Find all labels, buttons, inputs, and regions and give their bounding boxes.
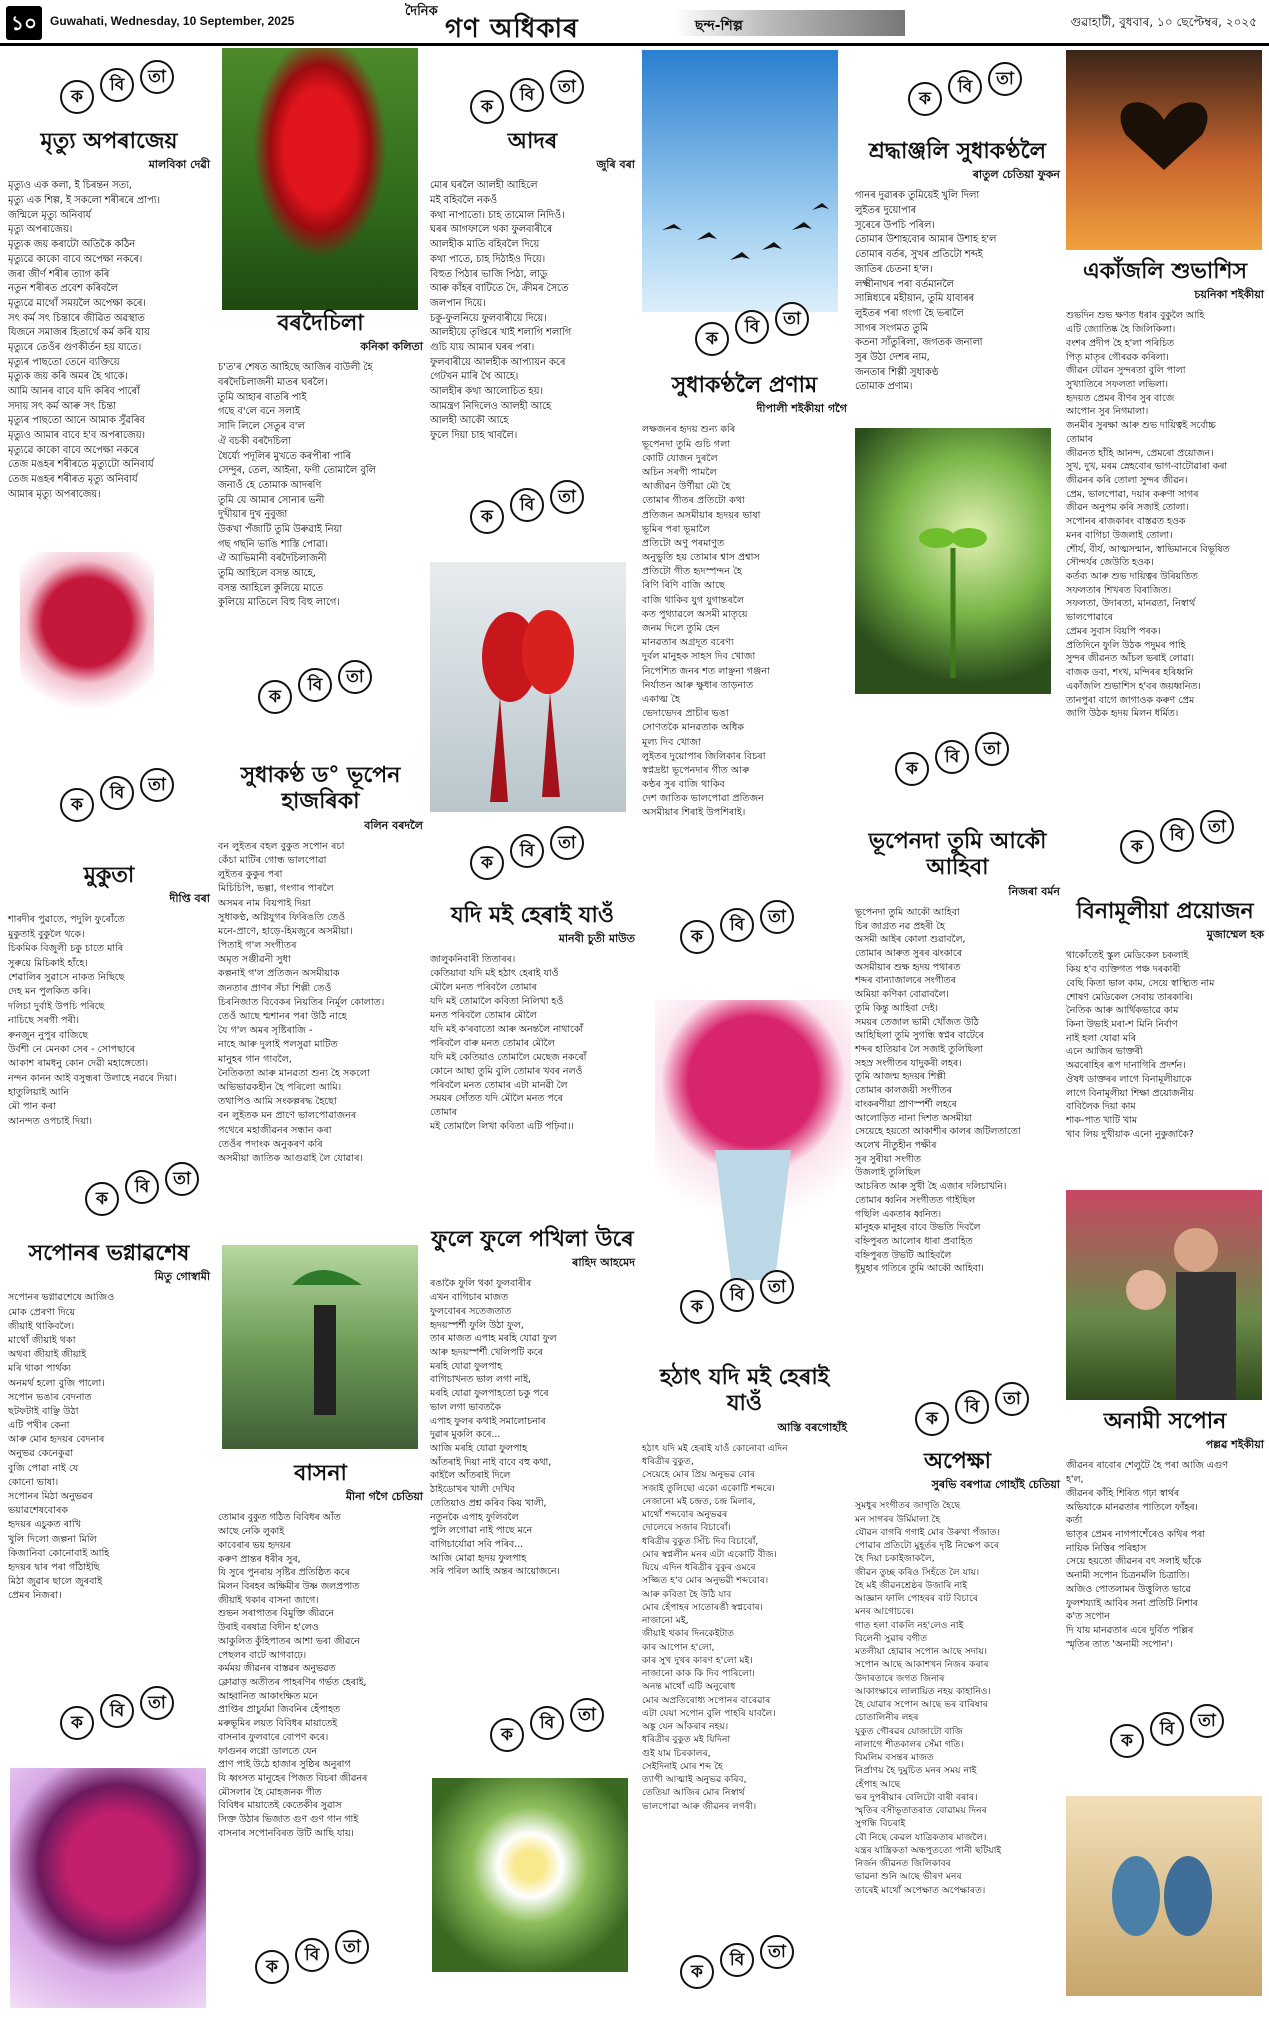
- couple-heart-balloon-photo: [1066, 50, 1262, 250]
- poem-author: সুৰভি বৰপাত্ৰ গোহাঁই চেতিয়া: [931, 1478, 1060, 1492]
- poem-title: অপেক্ষা: [923, 1448, 992, 1474]
- poem: [1066, 258, 1264, 721]
- poem-author: চয়নিকা শইকীয়া: [1194, 288, 1264, 302]
- poem-body: জালুকনিবাৰী তিতাৰৰ। কেতিয়াবা যদি মই হঠাৎ হেৰাই যাওঁ মৌলৈ মনত পৰিবলৈ তোমাৰ যদি মই তোমালৈ কবিতা নিলিখা হওঁ মনত পৰিবলৈ তোমাৰ মৌলৈ যদি মই ক'ৰবাতো আৰু অনন্তলৈ নাথাকোঁ পৰিবলৈ বাৰু মনত তোমাৰ মৌলৈ যদি মই কেতিয়াও তোমালৈ মেছেজ নকৰোঁ কোনে আছা তুমি বুলি তোমাৰ খবৰ নলওঁ পৰিবলৈ মনত তোমাৰ এটা মানৱী লৈ সময়ৰ সোঁতত যদি মৌলৈ মনত পৰে তোমাৰ মই তোমালৈ লিখা কবিতা এটি পঢ়িবা।।: [430, 954, 587, 1133]
- poem: [8, 1240, 210, 1604]
- poem: [855, 138, 1060, 395]
- poem-title: হঠাৎ যদি মই হেৰাই যাওঁ: [659, 1364, 830, 1417]
- masthead-small: দৈনিক: [405, 4, 438, 19]
- birds-silhouette-icon: [642, 50, 838, 312]
- poem-author: দীপ্তি বৰা: [169, 892, 210, 906]
- poem-author: মুজাম্মেল হক: [1206, 928, 1264, 942]
- poem: [218, 762, 423, 1166]
- badge-letter: বি: [530, 1706, 564, 1740]
- badge-letter: ক: [60, 80, 94, 114]
- kobita-badge: [85, 1162, 205, 1218]
- badge-letter: ক: [695, 322, 729, 356]
- lovebirds-icon: [430, 562, 626, 812]
- badge-letter: ক: [60, 788, 94, 822]
- badge-letter: ক: [470, 846, 504, 880]
- kobita-badge: [1110, 1704, 1230, 1760]
- poem-title: বাসনা: [294, 1460, 347, 1486]
- poem-title: মৃত্যু অপৰাজেয়: [40, 128, 178, 154]
- kobita-badge: [60, 1686, 180, 1742]
- poem-body: লক্ষজনৰ হৃদয় শুন্য কৰি ভূপেনদা তুমি গুচি গলা কোটি যোজন দুৰলৈ অচিন সৰগী পামলৈ আজীৱন উৰ্ণীয়া মৌ হৈ তোমাৰ গীতৰ প্ৰতিটো কথা প্ৰতিজন অসমীয়াৰ হৃদয়ৰ ভাষা ভূমিৰ পৰা ভূমালৈ প্ৰতিটো অণু পৰমাণুত অনুভুতি হয় তোমাৰ শ্বাস প্ৰশ্বাস প্ৰতিটো গীত হৃদস্পন্দন হৈ ৰিণি ৰিণি বাজি আছে বাজি থাকিব যুগ যুগান্তৰলৈ কত পুথ্যাৱলে অসমী মাতৃয়ে জনম দিলে তুমি হেন মানৱতাৰ অগ্ৰদূত বৰেণ্য দুৰ্বল মানুহক সাহস দিব খোজা নিপেশিত জনৰ শত লাঞ্ছনা গঞ্জনা নিৰ্যাতন আৰু ক্ষুধাৰ তাড়নাত একাত্ম হৈ ভেদাভেদৰ প্ৰাচীৰ ভঙা সোণতকৈ মানৱতাক অধিক মূল্য দিব খোজা লুইতৰ দুয়োপাৰ জিলিকাৰ বিচৰা স্বপ্নদ্ৰষ্টা ভূপেনদাৰ গীত আৰু কণ্ঠৰ সুৰ বাজি থাকিব দেশ জাতিক ভালপোৱা প্ৰতিজন অসমীয়াৰ শিৰাই উপশিৰাই।: [642, 424, 770, 819]
- page-number: ১০: [6, 6, 42, 40]
- poem-body: বন লুইতৰ বহল বুকুত সপোন ৰচা কেঁচা মাটিৰ গোন্ধ ভালপোৱা লুইতৰ কুকুৰ পৰা মিচিচিপি, ভল্গা, গংগাৰ পাৰলৈ অসমৰ নাম বিয়পাই দিয়া সুধাকণ্ঠ, অগ্নিযুগৰ ফিৰিঙতি তেওঁ মনে-প্ৰাণে, হাড়ে-হিমজুৰে অসমীয়া। পিতাই গ'ল সংগীতৰ অমৃত সঞ্জীৱনী সুধা কল্পনাই গ'ল প্ৰতিজন অসমীয়াক জনতাৰ প্ৰাণৰ সঁচা শিল্পী তেওঁ চিৰনিজাত বিবেকৰ নিয়তিৰ নিৰ্মূল কোলাত। তেওঁ আছে শ্মশানৰ পৰা উঠি নাহে যৈ গ'ল অমৰ সৃষ্টিৰাজি - নাহে আৰু দুলাই পলসুৱা মাটিত মানুহৰ গান গাবলৈ, নৈতিকতা আৰু মানৱতা শুন্য হৈ সকলো অভিভাৱকহীন হৈ পৰিলো আমি। তথাপিও আমি সংকল্পৰদ্ধ হৈছো বন লুইতক মন প্ৰাণে ভালপোৱাজনৰ পথেৰে মহাজীৱনৰ সন্ধান কৰা তেওঁৰ পদাংক অনুকৰণ কৰি অসমীয়া জাতিক আগুৱাই লৈ যোৱাৰ।: [218, 840, 385, 1164]
- poem-author: কনিকা কলিতা: [360, 340, 423, 354]
- page-header: [0, 0, 1269, 46]
- poem-author: বলিন বৰদলৈ: [364, 818, 423, 832]
- poem-title: বৰদৈচিলা: [277, 310, 364, 336]
- poem-author: আস্তি বৰগোহাঁই: [777, 1420, 847, 1434]
- badge-letter: বি: [1150, 1712, 1184, 1746]
- section-title: ছন্দ-শিল্প: [675, 10, 905, 36]
- poem-body: তোমাৰ বুকুত গঠিত বিবিধৰ আঁত আছে নেকি লুকাই কাবেৰাৰ ভয় হৃদয়ৰ কৰুণ প্ৰান্তৰ ধৰীৰ সুৰ, যি সুৰে পুনৰায় সৃষ্টিৰ প্ৰতিষ্ঠিত কৰে মিলন বিৰহৰ অক্ষিমীৰ উষ্ণ জলপ্ৰপাত জীয়াই থকাৰ বাসনা জাগে। শুভন সৰাপাতৰ বিমুক্তি জীৱনে উৰাই বৰষাত্ৰ বিদীন হ'লেও আকুলিত কুঁহিপাতৰ আশা ভৰা জীৱনে পেছলৰ বাটে আগবাঢ়ে। কৰ্মময় জীৱনৰ বাস্তৱৰ অনুভৱত ক্লোৱাড় অতীতৰ পাহৰণিৰ গৰ্ভত হেৰাই, আহ্বানিত আকাংক্ষিত মনে প্ৰাপ্তিৰ প্ৰাচুৰ্যমা জিবনিৰ হেঁপাহত মৰুভূমিৰ লয়ত বিবিধৰ মায়াতেই বাসনাৰ ফুলবাৰে বোপণ কৰে। ফাগুনৰ লগ্নো ডালতে যেন প্ৰাণ পাই উঠে হাজাৰ সুষ্ঠিৰ অনুৰাগ যি ধ্বংসত মানুহেৰ পিজত বিচৰা জীৱনৰ মৌসলাৰ হৈ মোহজনক গীত বিবিধৰ মায়াতেই কেতেকীৰ সুৱাস সিক্ত উঠাৰ ভিজাত গুণ গুণ গান গাই বাসনাৰ সপোনবিৰত উটি আছি যায়।: [218, 1512, 368, 1839]
- woman-umbrella-photo: [222, 1245, 418, 1449]
- badge-letter: তা: [165, 1162, 199, 1196]
- poem-title: সুধাকণ্ঠলৈ প্ৰণাম: [671, 372, 818, 398]
- poem: [1066, 1408, 1264, 1651]
- badge-letter: তা: [760, 1935, 794, 1969]
- kobita-badge: [908, 62, 1028, 118]
- badge-letter: তা: [550, 480, 584, 514]
- poem-title: ফুলে ফুলে পখিলা উৰে: [431, 1226, 634, 1252]
- poem-title: একাঁজলি শুভাশিস: [1082, 258, 1248, 284]
- poem: [218, 1460, 423, 1841]
- kobita-badge: [895, 732, 1015, 788]
- badge-letter: বি: [1160, 818, 1194, 852]
- poem-author: মীনা গগৈ চেতিয়া: [345, 1490, 423, 1504]
- badge-letter: বি: [298, 668, 332, 702]
- badge-letter: ক: [680, 920, 714, 954]
- poem-title: মুকুতা: [83, 862, 135, 888]
- poem: [8, 862, 210, 1129]
- badge-letter: ক: [490, 1718, 524, 1752]
- heart-icon: [1066, 50, 1262, 250]
- poem-body: হঠাৎ যদি মই হেৰাই যাওঁ কোনোবা এদিন ধৰিত্ৰীৰ বুকুত, সেয়েহে মোৰ প্ৰিয় অনুভৱ বোৰ সজাই তুলিছো একো একোটি শব্দৰে। নেজানো মই চন্দ্ৰত, চন্দ্ৰ মিলাৰ, মাথোঁ শব্দবোৰ অনুভৱৰ দোলেৰে সজাৰ বিচাৰোঁ। ধৰিত্ৰীৰ বুকুত সিঁচি দিব বিচাৰোঁ, মোৰ স্বপ্নলীন মনৰ এটা একোটি বীজ। যিয়ে এদিন ধৰিত্ৰীৰ বুকুৰ ওমৰে সজ্জিত হ'ব মোৰ অনুভৱী শব্দবোৰ। আৰু কবিতা হৈ উঠি যাব মোৰ হেঁপাহৰ সাতোৰঙী স্বপ্নবোৰ। নাজানো মই, জীয়াই থকাৰ দিনকেইটাত কাৰ আপোন হ'লো, কাৰ সুখ দুখৰ কাৰণ হ'লো মই। নাজানো কাক কি দিব পাৰিলো। অনন্ত মাথোঁ এটি অনুৰোধ মোৰ অপ্ৰতিৰোধ্য সপোনৰ বাৰেৱাৰ এটা যেয়া সপোন বুলি পাহৰি যাবলৈ। অঙ্কু যেন আঁকৰাৰ নহয়। ধৰিত্ৰীৰ বুকুত মই যিদিনা গুই যাম চিৰকালৰ, সেইদিনাই মোৰ শব্দ হৈ ত্যাগী আত্মাই অনুভৱ কৰিব, তেতিয়া আজিৰ মোৰ নিস্বাৰ্থ ভালপোৱা আৰু জীৱনৰ লগৰী।: [642, 1442, 788, 1812]
- badge-letter: ক: [255, 1950, 289, 1984]
- red-rose-photo: [222, 48, 418, 310]
- poem-author: মানবী চুতী মাউত: [558, 932, 635, 946]
- masthead-name: গণ অধিকাৰ: [445, 14, 579, 44]
- flower-vase-photo: [20, 552, 154, 752]
- poem: [642, 372, 847, 821]
- kobita-badge: [255, 1930, 375, 1986]
- red-birds-painting: [430, 562, 626, 812]
- badge-letter: ক: [470, 500, 504, 534]
- poem-body: শাৰদীৰ পুৱাতে, পদুলি ফুৰোঁতে মুকুতাই বুকুলৈ থকে। চিকমিক বিজুলী চকু চাতে মাৰি সুৰুয়ে মিচিকাই হাঁহে। শেৱালিৰ সুৱাসে নাকত নিছিছে দেহ মন পুলকিত কৰি। দলিচা দুৰ্বাই উপচি পৰিছে নাচিছে সৰগী পৰী। ৰুনজুন নুপুৰ বাজিছে উৰ্বশী নে মেনকা সেৰ - সোপছাৰে আকাশ ৰামধনু কোন দেৱী মহাঙ্গেতো। নন্দন কানন আই বসুন্ধৰা উলাহে নৱৰে দিয়া। হাতুলিয়াই আনি মৌ পান কৰা আনন্দত ওপচাই দিয়া।: [8, 914, 177, 1127]
- poem: [855, 1448, 1060, 1897]
- badge-letter: তা: [140, 1686, 174, 1720]
- pink-flowers-vase-photo: [655, 1000, 851, 1290]
- badge-letter: ক: [895, 752, 929, 786]
- poem: [430, 128, 635, 444]
- badge-letter: বি: [720, 1943, 754, 1977]
- badge-letter: ক: [908, 82, 942, 116]
- masthead: [405, 2, 675, 42]
- poem-author: দীপালী শইকীয়া গগৈ: [756, 402, 847, 416]
- badge-letter: তা: [335, 1930, 369, 1964]
- pink-roses-photo: [10, 1768, 206, 2008]
- poem: [430, 1226, 635, 1579]
- kobita-badge: [470, 480, 590, 536]
- badge-letter: ক: [680, 1955, 714, 1989]
- badge-letter: ক: [258, 680, 292, 714]
- badge-letter: তা: [550, 70, 584, 104]
- badge-letter: তা: [760, 900, 794, 934]
- badge-letter: তা: [1200, 810, 1234, 844]
- poem-body: সুমধুৰ সংগীতৰ জাগৃতি হৈছে মন সাগৰৰ উৰ্মিমালা হৈ যৌৱন বাগৰি গগাই মোৰ উৰুখা পঁজাত। পোৱাৰ প্ৰতিটো মুহূৰ্তৰ দৃষ্টি নিক্ষেপ কৰে হৈ দিয়া চকাইজাকলৈ, জীৱন তুচ্ছ কৰিও সিহঁতে লৈ যায়। হৈ মই জীৱনশ্ৰেষ্ঠৰ উজাৰি নাই আজ্ঞান ফালি পোহৰৰ বাট বিচাৰে মনৰ আগোচৰে। গাত হলা বাকলি নহ'লেও নাই বিলেনী সুৱাৰ বগীত মতলীয়া হোৱাৰ সপোন আছে সদায়। সপোন আছে আকাশখন নিজৰ কৰাৰ উদাৰতাৰে জগত জিনাৰ আকাংক্ষাৰে লালায়িত নহয় কাহানিও। হৈ যোৱাৰ সপোন আছে ভৰ বাৰিষাৰ চোতালিনীৰ লহৰ যুকুত গৌৰৱৰ যোজাটো বাজি নালাগে শীতকালৰ সেঁমা গতি। বিমলিম বসন্তৰ মাজত নিৰ্প্ৰাণয় হৈ দুমুচিত মনৰ সময় নাই হেঁপাহ আছে ভৰ দুপৰীয়াৰ বেলিটো বাৰী বৰাৰ। স্মৃতিৰ বসীভূতাতৰাত বোৱাময় দিনৰ সুগন্ধি বিচৰাই বৌ নিছে কেৱল যাত্ৰিকতাৰ মাজলৈ। যন্ত্ৰৰ যান্ত্ৰিকতা অন্ধপুততো পানী ছটিয়াই নিৰ্জন জীৱনত জিলিকাবৰ ভাৱনা শুনি আছে ভীৰণ মনৰ তাৰেই মাথোঁ অপেক্ষাত অপেক্ষাৰত।: [855, 1500, 1002, 1896]
- couple-photo: [1066, 1190, 1262, 1400]
- poem-body: মোৰ ঘৰলৈ আলহী আহিলে মই বহিবলৈ নকওঁ কথা নাপাতো। চাহ তামোল নিদিওঁ। ঘৰৰ আগফালে থকা ফুলবাৰীৰে আলহীক মাতি বহিবলৈ দিয়ে কথা পাতে, চাহ দিঠাইও দিয়ে। বিহুত পিঠাৰ ভাজি পিঠা, লাডু আৰু কাঁহৰ বাটিতে দৈ, ক্ৰীমৰ সৈতে জলপান দিয়ে। চকু-ফুলনিয়ে ফুলবাৰীয়ে দিয়ে। আলহীয়ে তৃপ্তিৰে খাই শলাগি শলাগি গুচি যায় আমাৰ ঘৰৰ পৰা। ফুলবাৰীয়ে আলহীক আপ্যায়ন কৰে গেটখন মাৰি থৈ আহে। আলহীৰ কথা আলোচিত হয়। আমন্ত্ৰণ নিদিলেও আলহী আহে আলহী আকৌ আহে ফুলে দিয়া চাহ খাবলৈ।: [430, 180, 572, 442]
- badge-letter: ক: [680, 1290, 714, 1324]
- couple-silhouette-icon: [1066, 1190, 1262, 1400]
- badge-letter: বি: [948, 70, 982, 104]
- badge-letter: তা: [570, 1698, 604, 1732]
- badge-letter: ক: [85, 1182, 119, 1216]
- poem-body: ভূপেনদা তুমি আকৌ আহিবা চিৰ জাগ্ৰত নৱ প্ৰহৰী হৈ অসমী আইৰ কোলা শুৱাবলৈ, তোমাৰ আৰুত সুৰৰ ঝংকাৰে অসমীয়াৰ শুক্ষ হৃদয় পথাৰত শব্দৰ বান্যাজালৰে সংগীতৰ অমিয়া কণিকা বোৱাবলৈ। তুমি কিন্তু আহিবা দেই। সময়ৰ তেজাল ভামী খোঁজত উঠি আহিছিলা তুমি সুগন্ধি স্বপ্নৰ বাটেৰে শব্দৰ হাতিয়াৰ লৈ সজাই তুলিছিলা সহস্ৰ সংগীতৰ যাদুকৰী লহৰ। তুমি আজন্ম হৃদয়ৰ শিল্পী তোমাৰ কালজয়ী সংগীতৰ বাংকৰণীয়া প্ৰাণস্পৰ্শী লহৰে আলোড়িত নানা দিশত অসমীয়া সেয়েহে হয়তো আকাশীৰ কালৰ জটিলতাতো অলেখ নীতুহীন পক্ষীৰ সুৰ সুৰীয়া সংগীত উজলাই তুলিছিল আচৰিত আৰু সুখী হৈ এজাৰ দলিচাখনি। তোমাৰ ধ্বনিৰ সংগীতত গাইছিল গছিলি একতাৰ ধ্বনিত। মানুহক মানুহৰ বাবে উভতি দিবলৈ বহ্নিপুৰত আলোৰ ধাৰা প্ৰবাহিত বহ্নিপুৰত উভটি আহিবলৈ ধূমুহাৰ গতিৰে তুমি আকৌ আহিবা।: [855, 906, 1021, 1275]
- poem-author: ৰাতুল চেতিয়া ফুকন: [972, 168, 1060, 182]
- badge-letter: তা: [988, 62, 1022, 96]
- poem-body: সপোনৰ ভগ্নাৱশেষে আজিও মোক প্ৰেৰণা দিয়ে জীয়াই থাকিবলৈ। মাথোঁ জীয়াই থকা অথবা জীয়াই জীয়াই মৰি থাকা পাৰ্থক্য অনমৰ্থ হলো বুজি পালো। সপোন ভঙাৰ বেদনাত ছটফটাই বাঞ্ছি উঠা এটি পখীৰ কেনা আৰু মোৰ হৃদয়ৰ বেদনাৰ অনুভৱ কেনেকুৱা বুজি পোৱা নাই যে কোনো ভাষা। সপোনৰ মিঠা অনুভৱৰ ভয়াৱশেষবোৰক হৃদয়ৰ এচুকত ৰাখি খুলি দিলো জল্পনা মিলি কিজানিবা কোনোবাই আহি হৃদয়ৰ দ্বাৰ পৰা গাঁঠাইছি মিঠা জুৱাৰ ছালে জুৰবাই প্ৰেমৰ নিজৰা।: [8, 1292, 115, 1602]
- poem: [430, 902, 635, 1134]
- poem-body: জীৱনৰ ৰাবোৰ শেলুটৈ হৈ পৰা আজি এগুণ হ'ল, জীৱনৰ কাঁহি শিৰিত গঢ়া স্বাৰ্থৰ অভিযাকে মানৱতাৰ পাতিলে ফাঁহৰ। কৰ্তা ভাতৃৰ প্ৰেমৰ নাগপাশেঁৰেও কথিৰ পৰা নায়িক নিত্তিৰ পৰিহাস সেয়ে হয়তো জীৱনৰ বৎ সলাই ছাঁকে অনামী সপোন চিত্ৰনৰ্মলি চিত্ৰাতি। অজিও পোতলামৰ উত্তুলিত ভাৱে ফুলশয্যাই আবিৰ সনা প্ৰতিটি নিশাৰ ক'ত সপোন দি যায় মানৱতাৰ এৰে দুৰ্বিত পল্লিৰ স্মৃতিৰ তাত 'অনামী সপোন'।: [1066, 1460, 1228, 1650]
- kobita-badge: [695, 302, 815, 358]
- badge-letter: তা: [975, 732, 1009, 766]
- badge-letter: ক: [915, 1402, 949, 1436]
- badge-letter: তা: [1190, 1704, 1224, 1738]
- badge-letter: বি: [510, 488, 544, 522]
- badge-letter: বি: [720, 1278, 754, 1312]
- kobita-badge: [490, 1698, 610, 1754]
- poem-author: মিতু গোস্বামী: [154, 1270, 210, 1284]
- birds-sky-photo: [642, 50, 838, 312]
- poem: [1066, 898, 1264, 1141]
- kobita-badge: [258, 660, 378, 716]
- badge-letter: তা: [995, 1382, 1029, 1416]
- poem-body: ৰঙাকৈ ফুলি থকা ফুলবাৰীৰ এখন বাগিচাৰ মাজত ফুলবোৰৰ সতেজতাত হৃদয়স্পৰ্শী ফুলি উঠা ফুল, তাৰ মাজত এপাহ মৰহি যোৱা ফুল আৰু হৃদয়স্পৰ্শী খেলিপটি কৰে মৰহি যোৱা ফুলপাহ বাগিচাখনত ভাল লগা নাই, মৰহি যোৱা ফুলপাহতো চকু পৰে ভাল লগা ভাবতকৈ এপাহ ফুলৰ কথাই সমালোচনাৰ দুৱাৰ মুকলি কৰে... আজি মৰহি যোৱা ফুলপাহ আঁতৰাই দিয়া নাই বাবে বহু কথা, কাইলৈ আঁতৰাই দিলে ঠাইডোখৰ খালী দেখিব তেতিয়াও প্ৰশ্ন কৰিব কিয় খালী, নতুনকৈ এপাহ ফুলিবলৈ পুলি লগোৱা নাই পাছে মনে বাগিচাৰ্যোৱা সবি পৰিব... আজি মোৱা হৃদয় ফুলপাহ সৰি পৰিল আহি অন্তৰ আয়োজনে।: [430, 1278, 560, 1578]
- kobita-badge: [680, 900, 800, 956]
- poem-body: গানৰ দুৱাৰক তুমিয়েই খুলি দিলা লুইতৰ দুয়োপাৰ সুৰেৰে উপচি পৰিল। তোমাৰ উশাহবোৰ আমাৰ উশাহ হ'ল তোমাৰ বৰ্তৰ, সুখৰ প্ৰতিটো শব্দই জাতিৰ চেতনা হ'ল। লক্ষ্মীনাথৰ পৰা বৰ্তমানলৈ সান্নিধ্যৰে মহীয়ান, তুমি যাবাৰৰ লুইতৰ পৰা গংগা হৈ ভৰালৈ সাগৰ সংগমত তুমি কতনা সাঁতুৰিলা, জগতক জনালা সুৰ উঠা দেশৰ নাম, জনতাৰ শিল্পী সুধাকণ্ঠ তোমাক প্ৰণাম।: [855, 190, 997, 393]
- badge-letter: বি: [955, 1390, 989, 1424]
- poem-title: ভূপেনদা তুমি আকৌ আহিবা: [868, 828, 1047, 881]
- poem: [642, 1364, 847, 1813]
- poem: [218, 310, 423, 611]
- sprout-icon: [855, 428, 1051, 694]
- header-date-assamese: গুৱাহাটী, বুধবাৰ, ১০ ছেপ্টেম্বৰ, ২০২৫: [1070, 15, 1257, 29]
- poem-author: নিজৰা বৰ্মন: [1008, 884, 1060, 898]
- poem-title: সপোনৰ ভগ্নাৱশেষ: [28, 1240, 190, 1266]
- badge-letter: বি: [720, 908, 754, 942]
- poem-author: পল্লৱ শইকীয়া: [1205, 1438, 1264, 1452]
- badge-letter: বি: [100, 776, 134, 810]
- poem-body: চ'ত'ৰ শেষত আহিছে আজিৰ বাউলী হৈ বৰদৈচিলাজনী মাতৰ ঘৰলৈ। তুমি আহাৰ বাতৰি পাই গছে ব'লে বনে সলাই সাদি লিলে সেতুৰ ব'ল ঐ বচকী বৰদৈচিলা ধৈৰ্য্যে পদূলিৰ মুখতে কৰপীৰা পাৰি সেন্দুৰ, তেল, আইনা, ফণী তোমালৈ বুলি জনাওঁ হে তোমাক আদৰণি তুমি যে আমাৰ সোনাৰ ভনী দুখীয়াৰ দুখ নুবুজা উকখা পঁজাটি তুমি উৰুৱাই নিয়া গছ গছনি ভাঙি শাস্তি পোৱা। ঐ আভিমানী বৰদৈচিলাজনী তুমি আহিলে বসন্ত আহে, বসন্ত আহিলে কুলিয়ে মাতে কুলিয়ে মাতিলে বিহু বিহু লাগে।: [218, 362, 376, 609]
- umbrella-icon: [222, 1245, 418, 1449]
- badge-letter: ক: [470, 90, 504, 124]
- kobita-badge: [470, 826, 590, 882]
- badge-letter: ক: [1110, 1724, 1144, 1758]
- badge-letter: তা: [550, 826, 584, 860]
- poem: [855, 828, 1060, 1276]
- badge-letter: বি: [100, 68, 134, 102]
- badge-letter: বি: [510, 834, 544, 868]
- poem-title: আদৰ: [507, 128, 558, 154]
- vase-icon: [655, 1000, 851, 1290]
- badge-letter: বি: [100, 1694, 134, 1728]
- poem-body: থাকোঁতেই স্কুল মেডিকেল চকলাই কিয় হ'ব ব্যক্তিগত পঞ্চ দৰকাৰী বেছি কিতা ভাল কাম, সেয়ে স্বাস্থ্যিত নাম শোষণ মেডিকেল সেবায় তাৰকাৰি। নৈতিক আৰু আৰ্থিকভাৱে কাম কিনা উভাই মৰা-শ মিনি নিৰ্বাণ নাই হলা যোৱা মৰি এনে আজিৰ ভাক্তৰী অৱৰোহিৰ ৰূপ দানাগিৰি প্ৰদৰ্শন। ঔষধ ডাক্তৰৰ লাগে বিনামূলীয়াকে লাগে বিনামূলীয়া শিক্ষা প্ৰয়োজনীয় বাবিলৈক দিয়া কাম শাক-পাত খাটি খাম খাব লিয় দুখীয়াক এনো নুকুজাকৈ?: [1066, 950, 1215, 1140]
- badge-letter: বি: [935, 740, 969, 774]
- badge-letter: বি: [295, 1938, 329, 1972]
- poem-title: সুধাকণ্ঠ ড° ভূপেন হাজৰিকা: [240, 762, 401, 815]
- kobita-badge: [1120, 810, 1240, 866]
- poem-body: মৃত্যুও এক কলা, ই চিৰন্তন সত্য, মৃত্যু এক শিল্প, ই সকলো শৰীৰৰে প্ৰাপ্য। জন্মিলে মৃত্যু অনিবাৰ্য মৃত্যু অপৰাজেয়। মৃত্যুক জয় কৰাটো অতিকৈ কঠিন মৃত্যুৱে কাকো বাবে অপেক্ষা নকৰে। জৰা জীৰ্ণ শৰীৰ ত্যাগ কৰি নতুন শৰীৰত প্ৰবেশ কৰিবলৈ মৃত্যুৱে মাথোঁ সময়লৈ অপেক্ষা কৰে। সৎ কৰ্ম সৎ চিন্তাৰে জীৱিত অৱস্থাত যিজনে সমাজৰ হিতাৰ্থে কৰ্ম কৰি যায় মৃত্যুৰে তেওঁৰ গুণকীৰ্তন হয় যাতে। মৃত্যুৰ পাছতো তেনে ব্যক্তিয়ে মৃত্যুক জয় কৰি অমৰ হৈ থাকে। আমি আনৰ বাবে যদি কৰিব পাৰোঁ সদায় সৎ কৰ্ম আৰু সৎ চিন্তা মৃত্যুৰ পাছতো আনে আমাক সুঁৱৰিব মৃত্যুও আমাৰ বাবে হ'ব অপৰাজেয়। মৃত্যুৱে কাকো বাবে অপেক্ষা নকৰে তেজ মঙহৰ শৰীৰতে মৃত্যুটো অনিবাৰ্য তেজ মঙহৰ শৰীৰত মৃত্যু অনিবাৰ্য আমাৰ মৃত্যু অপৰাজেয়।: [8, 180, 161, 500]
- badge-letter: বি: [510, 78, 544, 112]
- badge-letter: বি: [735, 310, 769, 344]
- poem-title: যদি মই হেৰাই যাওঁ: [450, 902, 615, 928]
- badge-letter: বি: [125, 1170, 159, 1204]
- poem: [8, 128, 210, 503]
- badge-letter: তা: [338, 660, 372, 694]
- badge-letter: তা: [775, 302, 809, 336]
- poem-author: মালবিকা দেৱী: [148, 158, 210, 172]
- poem-body: শুভদিন শুভ ক্ষণত ধৰাৰ বুকুলৈ আহি এটি জ্যোতিষ্ক হৈ জিলিকিলা। বংশৰ প্ৰদীপ হৈ হ'লা পৰিচিত পিতৃ মাতৃৰ গৌৰৱক কৰিলা। জীৱন যৌৱন সুন্দৰতা বুলি পালা সুখ্যাতিৰে সফলতা লভিলা। হৃদয়ত প্ৰেমৰ বীণৰ সুৰ বাজে আপোন সুৰ নিগমালা। জনমীৰ সুৰক্ষা আৰু শুভ দায়িত্বই সৰ্বোচ্চ তোমাৰ জীৱনত হাঁহি আনন্দ, প্ৰেমৰো প্ৰয়োজন। সুখ, দুখ, মৰম স্নেহবোৰ ভাগ-বাটোৱাৰা কৰা জীৱনৰ কৰি তোলা সুন্দৰ জীৱন। প্ৰেম, ভালপোৱা, দয়াৰ কৰুণা সাগৰ জীৱন অনুপম কৰি সজাই তোলা। সপোনৰ ৰাজকাৰং বাস্তৱত হওক মনৰ বাগিচা উজলাই তোলা। শৌৰ্য, বীৰ্য, আত্মসন্মান, স্বাভিমানৰে বিভূষিত সৌন্দৰ্যৰ জেউতি হওক। কৰ্তব্য আৰু শুভ দায়িত্বৰ উৰিয়তিত সফলতাৰ শিখৰত বিৰাজিত। সফলতা, উদাৰতা, মানৱতা, নিস্বাৰ্থ ভালপোৱাৰে প্ৰেমৰ সুবাস বিয়পি পৰক। প্ৰতিদিনে ফুলি উঠক পদুমৰ পাহি সুন্দৰ জীৱনত আঁচল ভৰাই লোৱা। বাজক ডবা, শংখ, মন্দিৰৰ হৰিধ্বনি একাঁজলি শুভাশিস হ'বৰ জয়ধ্বনিত। তানপুৰা বাগে জাগাওক কৰুণ প্ৰেম জাগি উঠক হৃদয় মিলন ধৰ্মিত।: [1066, 310, 1230, 720]
- kobita-badge: [60, 768, 180, 824]
- seedling-photo: [855, 428, 1051, 694]
- poem-title: বিনামূলীয়া প্ৰয়োজন: [1076, 898, 1254, 924]
- kobita-badge: [60, 60, 180, 116]
- kobita-badge: [915, 1382, 1035, 1438]
- poem-title: শ্ৰদ্ধাঞ্জলি সুধাকণ্ঠলৈ: [868, 138, 1047, 164]
- white-flowers-photo: [432, 1778, 628, 1972]
- lovebirds-photo: [1066, 1796, 1262, 1996]
- badge-letter: ক: [60, 1706, 94, 1740]
- badge-letter: তা: [140, 768, 174, 802]
- poem-author: জুৰি বৰা: [596, 158, 635, 172]
- kobita-badge: [680, 1935, 800, 1991]
- kobita-badge: [470, 70, 590, 126]
- blue-birds-icon: [1066, 1796, 1262, 1996]
- badge-letter: ক: [1120, 830, 1154, 864]
- badge-letter: তা: [140, 60, 174, 94]
- poem-author: ৰাহিদ আহমেদ: [572, 1256, 635, 1270]
- poem-title: অনামী সপোন: [1103, 1408, 1227, 1434]
- badge-letter: তা: [760, 1270, 794, 1304]
- header-date-english: Guwahati, Wednesday, 10 September, 2025: [50, 14, 295, 28]
- kobita-badge: [680, 1270, 800, 1326]
